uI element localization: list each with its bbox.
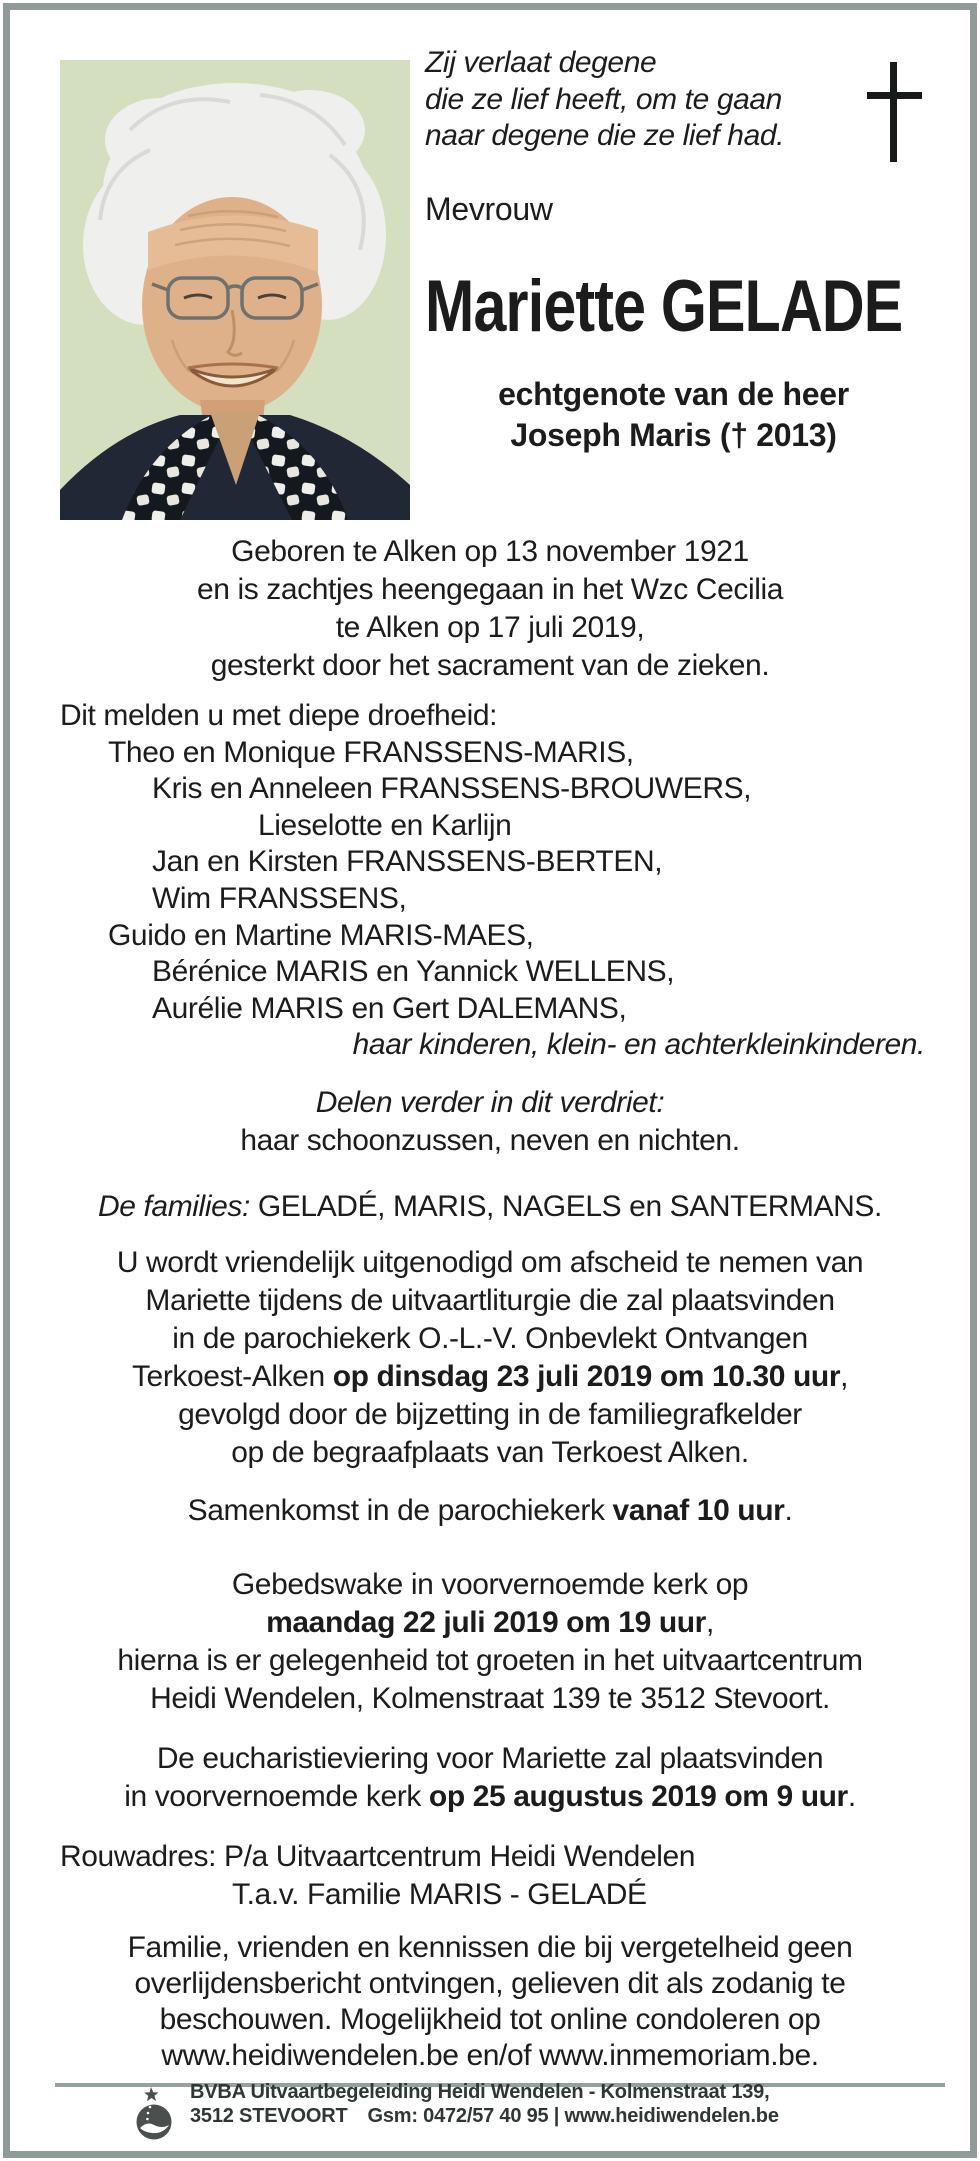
family-member: Lieselotte en Karlijn [258, 808, 512, 842]
birth-death-block [0, 533, 980, 685]
birth-line-3: te Alken op 17 juli 2019, [335, 611, 645, 644]
funeral-home-logo-icon [131, 2085, 177, 2145]
portrait-photo [60, 60, 410, 520]
family-announcement [60, 698, 925, 1064]
quote-line-3: naar degene die ze lief had. [425, 119, 785, 152]
family-member: Aurélie MARIS en Gert DALEMANS, [152, 991, 627, 1025]
family-member: Theo en Monique FRANSSENS-MARIS, [108, 735, 634, 769]
family-member: Jan en Kirsten FRANSSENS-BERTEN, [152, 845, 663, 879]
invitation-line-1: U wordt vriendelijk uitgenodigd om afscheid te nemen van [116, 1246, 864, 1279]
notice-line-3: beschouwen. Mogelijkheid tot online condoleren op [159, 2003, 821, 2036]
notice-line-4: www.heidiwendelen.be en/of www.inmemoriam.be. [161, 2039, 819, 2072]
invitation-line-4: Terkoest-Alken op dinsdag 23 juli 2019 om 10.30 uur, [131, 1360, 849, 1393]
gathering-line: Samenkomst in de parochiekerk vanaf 10 uur. [187, 1494, 793, 1527]
invitation-line-3: in de parochiekerk O.-L.-V. Onbevlekt Ontvangen [172, 1322, 808, 1355]
family-member: Bérénice MARIS en Yannick WELLENS, [152, 955, 675, 989]
invitation-line-2: Mariette tijdens de uitvaartliturgie die zal plaatsvinden [145, 1284, 835, 1317]
quote-line-1: Zij verlaat degene [425, 46, 657, 79]
gathering-time: vanaf 10 uur [612, 1494, 785, 1527]
wake-line-3: hierna is er gelegenheid tot groeten in het uitvaartcentrum [117, 1644, 863, 1677]
mourning-address-line-1: Rouwadres: P/a Uitvaartcentrum Heidi Wendelen [60, 1840, 696, 1873]
eucharist-line-1: De eucharistieviering voor Mariette zal plaatsvinden [156, 1742, 824, 1775]
families-label: De families: [98, 1190, 258, 1223]
eucharist-date: op 25 augustus 2019 om 9 uur [428, 1780, 848, 1813]
cross-icon [855, 55, 935, 170]
announcement-closing: haar kinderen, klein- en achterkleinkinderen. [352, 1028, 925, 1062]
family-member: Kris en Anneleen FRANSSENS-BROUWERS, [152, 772, 752, 806]
wake-line-1: Gebedswake in voorvernoemde kerk op [231, 1568, 749, 1601]
wake-date: maandag 22 juli 2019 om 19 uur [266, 1606, 706, 1639]
mourning-address-line-2: T.a.v. Familie MARIS - GELADÉ [232, 1878, 647, 1911]
notice-line-2: overlijdensbericht ontvingen, gelieven dit als zodanig te [134, 1967, 846, 2000]
eucharist-line-2: in voorvernoemde kerk op 25 augustus 2019 om 9 uur. [124, 1780, 856, 1813]
quote-line-2: die ze lief heeft, om te gaan [425, 82, 782, 116]
family-member: Guido en Martine MARIS-MAES, [108, 918, 534, 952]
families-names: GELADÉ, MARIS, NAGELS en SANTERMANS. [257, 1190, 882, 1223]
sharing-line-2: haar schoonzussen, neven en nichten. [240, 1124, 740, 1157]
spouse-info [425, 374, 922, 456]
birth-line-2: en is zachtjes heengegaan in het Wzc Cecilia [196, 573, 784, 606]
footer-line-2 [190, 2104, 779, 2128]
birth-line-4: gesterkt door het sacrament van de zieken. [210, 649, 770, 682]
funeral-date: op dinsdag 23 juli 2019 om 10.30 uur [332, 1360, 841, 1393]
deceased-name: Mariette GELADE [425, 266, 903, 347]
opening-quote [425, 45, 784, 155]
announcement-intro: Dit melden u met diepe droefheid: [60, 699, 498, 732]
funeral-invitation [0, 1244, 980, 1472]
wake-block [0, 1566, 980, 1718]
invitation-line-5: gevolgd door de bijzetting in de familiegrafkelder [178, 1398, 802, 1431]
spouse-line-1: echtgenote van de heer [498, 376, 849, 412]
sharing-line-1: Delen verder in dit verdriet: [315, 1086, 665, 1119]
funeral-home-footer [190, 2080, 779, 2128]
footer-line-1: BVBA Uitvaartbegeleiding Heidi Wendelen - Kolmenstraat 139, [190, 2081, 770, 2103]
salutation: Mevrouw [425, 191, 553, 227]
eucharist-block [0, 1740, 980, 1816]
wake-line-2: maandag 22 juli 2019 om 19 uur, [266, 1606, 714, 1639]
condolence-notice [0, 1930, 980, 2074]
sharing-block [0, 1084, 980, 1160]
wake-line-4: Heidi Wendelen, Kolmenstraat 139 te 3512 Stevoort. [150, 1682, 830, 1715]
spouse-line-2: Joseph Maris († 2013) [510, 417, 837, 453]
families-line [0, 1188, 980, 1226]
notice-line-1: Familie, vrienden en kennissen die bij vergetelheid geen [127, 1931, 853, 1964]
invitation-line-6: op de begraafplaats van Terkoest Alken. [231, 1436, 749, 1469]
footer-contact: Gsm: 0472/57 40 95 | www.heidiwendelen.be [367, 2105, 779, 2127]
family-member: Wim FRANSSENS, [152, 881, 407, 915]
mourning-address [60, 1838, 695, 1914]
birth-line-1: Geboren te Alken op 13 november 1921 [231, 535, 749, 568]
footer-city: 3512 STEVOORT [190, 2105, 348, 2127]
